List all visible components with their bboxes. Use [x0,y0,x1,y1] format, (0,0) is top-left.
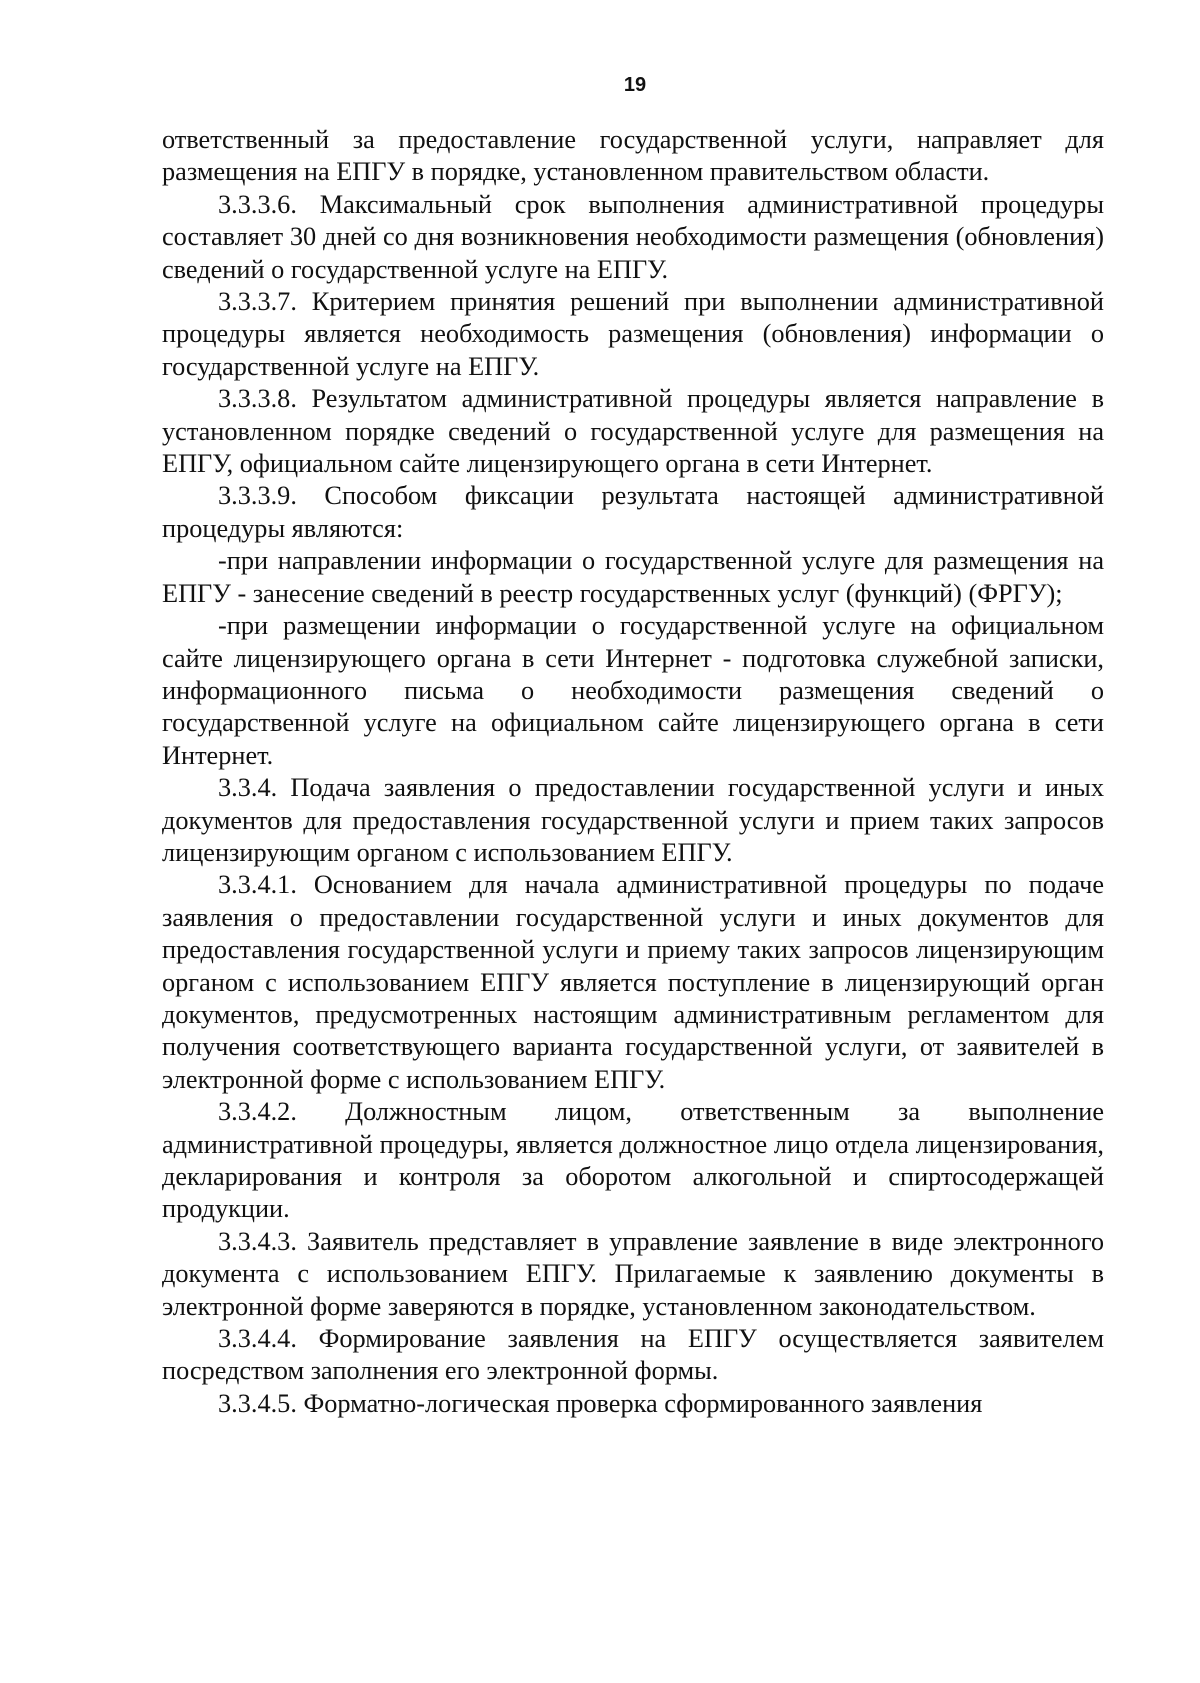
paragraph: 3.3.4. Подача заявления о предоставлении государственной услуги и иных документов для предоставления государственной услуги и прием таких запросов лицензирующим органом с использованием ЕПГУ. [162,773,1104,867]
paragraph: 3.3.3.8. Результатом административной процедуры является направление в установленном порядке сведений о государственной услуге для размещения на ЕПГУ, официальном сайте лицензирующего органа в сети Интернет. [162,384,1104,479]
document-body [162,124,1104,1420]
paragraph: 3.3.4.5. Форматно-логическая проверка сформированного заявления [218,1388,983,1418]
paragraph: 3.3.4.3. Заявитель представляет в управление заявление в виде электронного документа с использованием ЕПГУ. Прилагаемые к заявлению документы в электронной форме заверяются в порядке, установленном законодательством. [162,1226,1104,1321]
page-number: 19 [623,74,647,96]
paragraph: 3.3.3.9. Способом фиксации результата настоящей административной процедуры являются: [162,481,1104,543]
paragraph: ответственный за предоставление государственной услуги, направляет для размещения на ЕПГУ в порядке, установленном правительством области. [162,125,1104,187]
paragraph: 3.3.3.7. Критерием принятия решений при выполнении административной процедуры является необходимость размещения (обновления) информации о государственной услуге на ЕПГУ. [162,287,1104,381]
paragraph: 3.3.4.4. Формирование заявления на ЕПГУ осуществляется заявителем посредством заполнения его электронной формы. [162,1324,1104,1386]
paragraph: 3.3.3.6. Максимальный срок выполнения административной процедуры составляет 30 дней со дня возникновения необходимости размещения (обновления) сведений о государственной услуге на ЕПГУ. [162,189,1104,284]
paragraph: 3.3.4.2. Должностным лицом, ответственным за выполнение административной процедуры, является должностное лицо отдела лицензирования, декларирования и контроля за оборотом алкогольной и спиртосодержащей продукции. [162,1097,1104,1224]
paragraph: -при размещении информации о государственной услуге на официальном сайте лицензирующего органа в сети Интернет - подготовка служебной записки, информационного письма о необходимости размещения сведений о государственной услуге на официальном сайте лицензирующего органа в сети Интернет. [162,611,1104,770]
paragraph: -при направлении информации о государственной услуге для размещения на ЕПГУ - занесение сведений в реестр государственных услуг (функций) (ФРГУ); [162,546,1104,608]
paragraph: 3.3.4.1. Основанием для начала административной процедуры по подаче заявления о предоставлении государственной услуги и иных документов для предоставления государственной услуги и приему таких запросов лицензирующим органом с использованием ЕПГУ является поступление в лицензирующий орган документов, предусмотренных настоящим административным регламентом для получения соответствующего варианта государственной услуги, от заявителей в электронной форме с использованием ЕПГУ. [162,870,1104,1094]
